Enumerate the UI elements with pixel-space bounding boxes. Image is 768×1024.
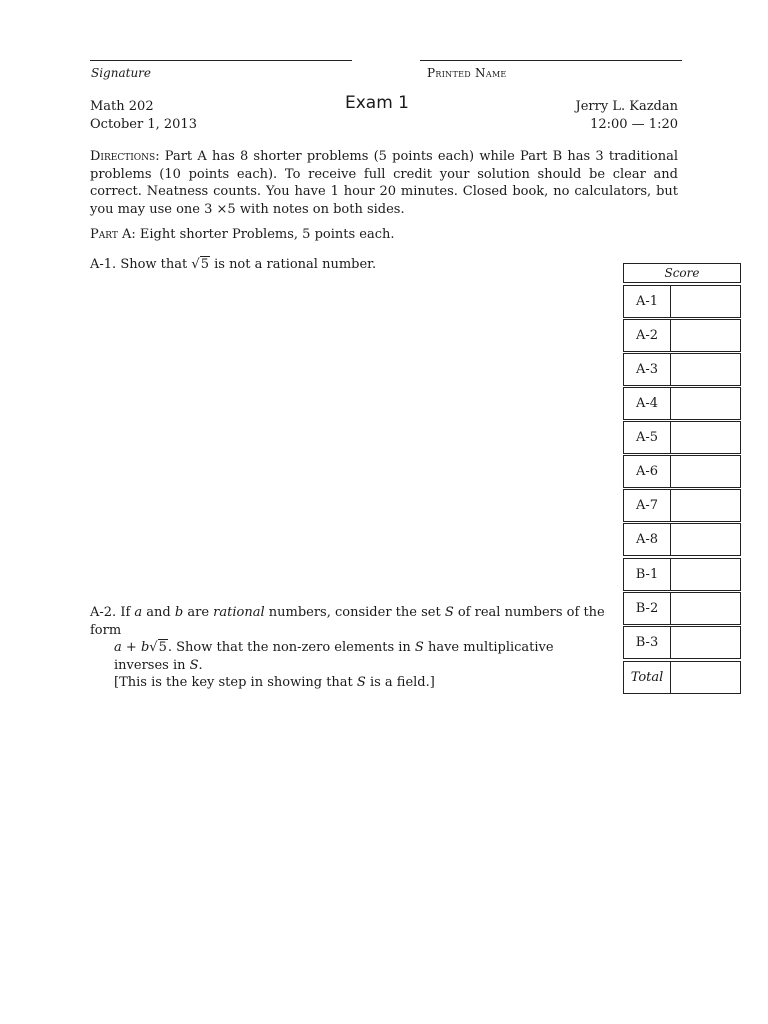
exam-time: 12:00 — 1:20 (590, 117, 678, 132)
score-cell (671, 422, 740, 453)
score-cell (671, 456, 740, 487)
score-row-b1 (623, 558, 741, 591)
score-row-label: B-2 (624, 593, 671, 624)
score-total-label: Total (624, 662, 671, 693)
score-row-b3 (623, 626, 741, 659)
score-cell (671, 354, 740, 385)
problem-a2 (90, 604, 606, 692)
plus-sign: + (121, 640, 141, 655)
score-row-a3 (623, 353, 741, 386)
course-number: Math 202 (90, 99, 154, 114)
problem-a1-text-2: is not a rational number. (209, 257, 377, 272)
score-row-a1 (623, 285, 741, 318)
score-cell (671, 490, 740, 521)
var-a: a (134, 605, 143, 620)
text: . (198, 657, 203, 673)
problem-a1-number: A-1. (90, 257, 117, 272)
sqrt-five: √5 (149, 640, 167, 655)
score-cell (671, 559, 740, 590)
score-row-label: A-6 (624, 456, 671, 487)
printed-name-line (420, 60, 682, 61)
exam-date: October 1, 2013 (90, 117, 197, 132)
score-cell (671, 593, 740, 624)
text: and (142, 605, 175, 620)
score-row-a4 (623, 387, 741, 420)
score-table (623, 263, 741, 694)
score-cell (671, 320, 740, 351)
instructor-name: Jerry L. Kazdan (575, 99, 678, 114)
var-b: b (140, 640, 150, 655)
text: If (116, 605, 135, 620)
rational-word: rational (213, 605, 265, 620)
score-row-b2 (623, 592, 741, 625)
score-row-label: A-1 (624, 286, 671, 317)
text: is a field.] (365, 675, 435, 690)
score-total-cell (671, 662, 740, 693)
sqrt-arg: 5 (158, 640, 167, 655)
score-row-label: A-3 (624, 354, 671, 385)
signature-line (90, 60, 352, 61)
problem-a2-line-2 (90, 639, 606, 674)
score-header: Score (623, 263, 741, 283)
score-row-a8 (623, 523, 741, 556)
var-s: S (414, 640, 424, 655)
problem-a1 (90, 257, 376, 272)
score-cell (671, 388, 740, 419)
score-row-label: A-5 (624, 422, 671, 453)
directions-text: Part A has 8 shorter problems (5 points each) while Part B has 3 traditional problems (10 points each). To receive full credit your solution should be clear and correct. Neatness counts. You have 1 hour 20 minutes. Closed book, no calculators, but you may use one 3 ×5 with notes on both sides. (90, 149, 678, 217)
directions-label: Directions: (90, 149, 160, 164)
text: are (183, 605, 214, 620)
score-row-a7 (623, 489, 741, 522)
var-b: b (174, 605, 184, 620)
instructor-info (576, 98, 678, 134)
printed-name-label: Printed Name (427, 66, 507, 80)
exam-title: Exam 1 (345, 93, 409, 113)
score-row-label: A-7 (624, 490, 671, 521)
score-row-label: A-8 (624, 524, 671, 555)
score-row-a5 (623, 421, 741, 454)
problem-a2-number: A-2. (90, 605, 117, 620)
var-a: a (114, 640, 122, 655)
directions (90, 148, 678, 218)
part-a-text: : Eight shorter Problems, 5 points each. (131, 227, 395, 242)
score-row-label: B-3 (624, 627, 671, 658)
part-a-heading (90, 227, 395, 242)
text: . Show that the non-zero elements in (167, 640, 415, 655)
sqrt-arg: 5 (200, 257, 209, 272)
score-row-a2 (623, 319, 741, 352)
score-cell (671, 286, 740, 317)
problem-a1-text-1: Show that (116, 257, 192, 272)
var-s: S (356, 675, 366, 690)
score-cell (671, 524, 740, 555)
problem-a2-line-1 (90, 604, 606, 639)
problem-a2-line-3 (90, 674, 606, 692)
signature-label: Signature (91, 66, 152, 80)
score-row-label: A-4 (624, 388, 671, 419)
score-row-label: B-1 (624, 559, 671, 590)
score-row-total (623, 661, 741, 694)
var-s: S (189, 657, 199, 673)
score-cell (671, 627, 740, 658)
score-row-label: A-2 (624, 320, 671, 351)
var-s: S (444, 605, 454, 620)
text: have multiplicative inverses in (114, 640, 554, 673)
sqrt-five: √5 (191, 257, 209, 272)
text: [This is the key step in showing that (114, 675, 357, 690)
part-a-label: Part A (90, 227, 132, 242)
score-row-a6 (623, 455, 741, 488)
text: numbers, consider the set (264, 605, 445, 620)
text: of real numbers of the form (90, 605, 605, 638)
